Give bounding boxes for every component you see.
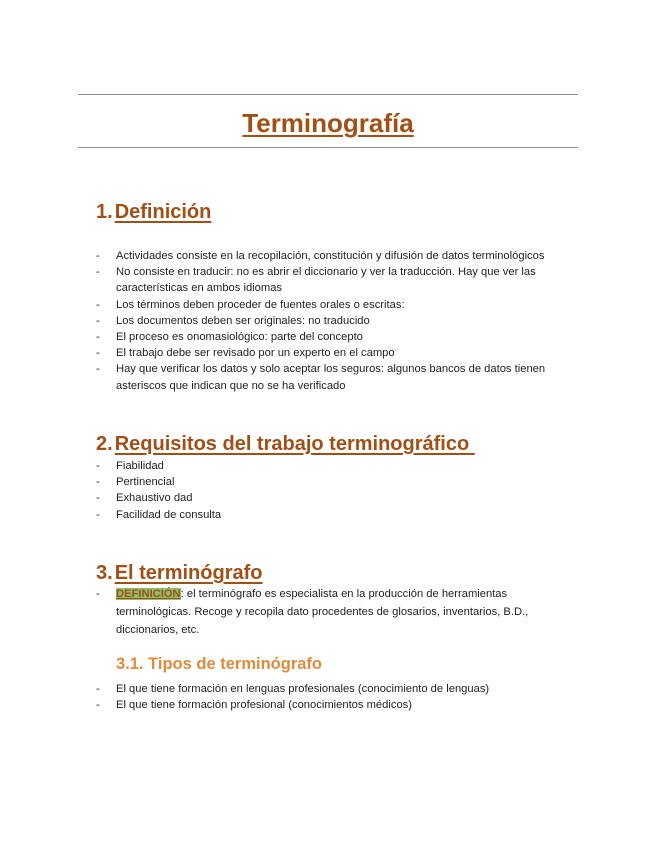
page-title: Terminografía (242, 108, 414, 138)
definition-label-highlight: DEFINICIÓN (116, 588, 181, 600)
section-number: 2. (96, 433, 113, 455)
list-item: - Los documentos deben ser originales: no traducido (0, 313, 600, 329)
subsection-heading-tipos: 3.1. Tipos de terminógrafo (116, 655, 322, 673)
section-heading-definicion (96, 201, 211, 224)
list-item: - Facilidad de consulta (0, 507, 600, 523)
list-item: - Los términos deben proceder de fuentes orales o escritas: (0, 297, 600, 313)
list-item: - Hay que verificar los datos y solo aceptar los seguros: algunos bancos de datos tienen (0, 361, 600, 377)
section-heading-requisitos (96, 433, 475, 456)
bullet: - (96, 347, 100, 360)
list-item: - No consiste en traducir: no es abrir el diccionario y ver la traducción. Hay que ver las (0, 264, 600, 280)
list-item: - Exhaustivo dad (0, 490, 600, 506)
section-number: 1. (96, 201, 113, 223)
section-title: Definición (114, 201, 212, 223)
top-rule (78, 94, 578, 95)
bullet: - (96, 683, 100, 695)
tipos-list (0, 681, 600, 713)
list-item: - El que tiene formación profesional (conocimientos médicos) (0, 697, 600, 713)
title-rule (78, 147, 578, 148)
section-heading-terminografo (96, 562, 262, 585)
list-item: - Fiabilidad (0, 458, 600, 474)
list-item-continuation: asteriscos que indican que no se ha verificado (116, 379, 346, 392)
list-item-continuation: diccionarios, etc. (116, 624, 200, 637)
bullet: - (96, 492, 100, 505)
list-item-continuation: características en ambos idiomas (116, 282, 283, 295)
list-item: - Pertinencial (0, 474, 600, 490)
list-item: - El proceso es onomasiológico: parte del concepto (0, 329, 600, 345)
list-item: - El trabajo debe ser revisado por un experto en el campo (0, 345, 600, 361)
definition-item: - DEFINICIÓN: el terminógrafo es especialista en la producción de herramientas (0, 586, 600, 602)
list-item: - Actividades consiste en la recopilación, constitución y difusión de datos terminológicos (0, 248, 600, 264)
definicion-list (0, 248, 600, 394)
bullet: - (96, 699, 100, 712)
bullet: - (96, 298, 100, 311)
bullet: - (96, 266, 100, 279)
bullet: - (96, 508, 100, 521)
bullet: - (96, 331, 100, 344)
section-number: 3. (96, 562, 113, 584)
bullet: - (96, 250, 100, 262)
list-item-continuation: terminológicas. Recoge y recopila dato procedentes de glosarios, inventarios, B.D., (116, 606, 529, 619)
bullet: - (96, 460, 100, 472)
bullet: - (96, 476, 100, 489)
list-item: - El que tiene formación en lenguas profesionales (conocimiento de lenguas) (0, 681, 600, 697)
section-title: El terminógrafo (114, 562, 263, 584)
bullet: - (96, 314, 100, 327)
terminografo-definition (0, 586, 600, 639)
bullet: - (96, 363, 100, 376)
bullet: - (96, 588, 100, 600)
requisitos-list (0, 458, 600, 523)
section-title: Requisitos del trabajo terminográfico (114, 433, 470, 455)
